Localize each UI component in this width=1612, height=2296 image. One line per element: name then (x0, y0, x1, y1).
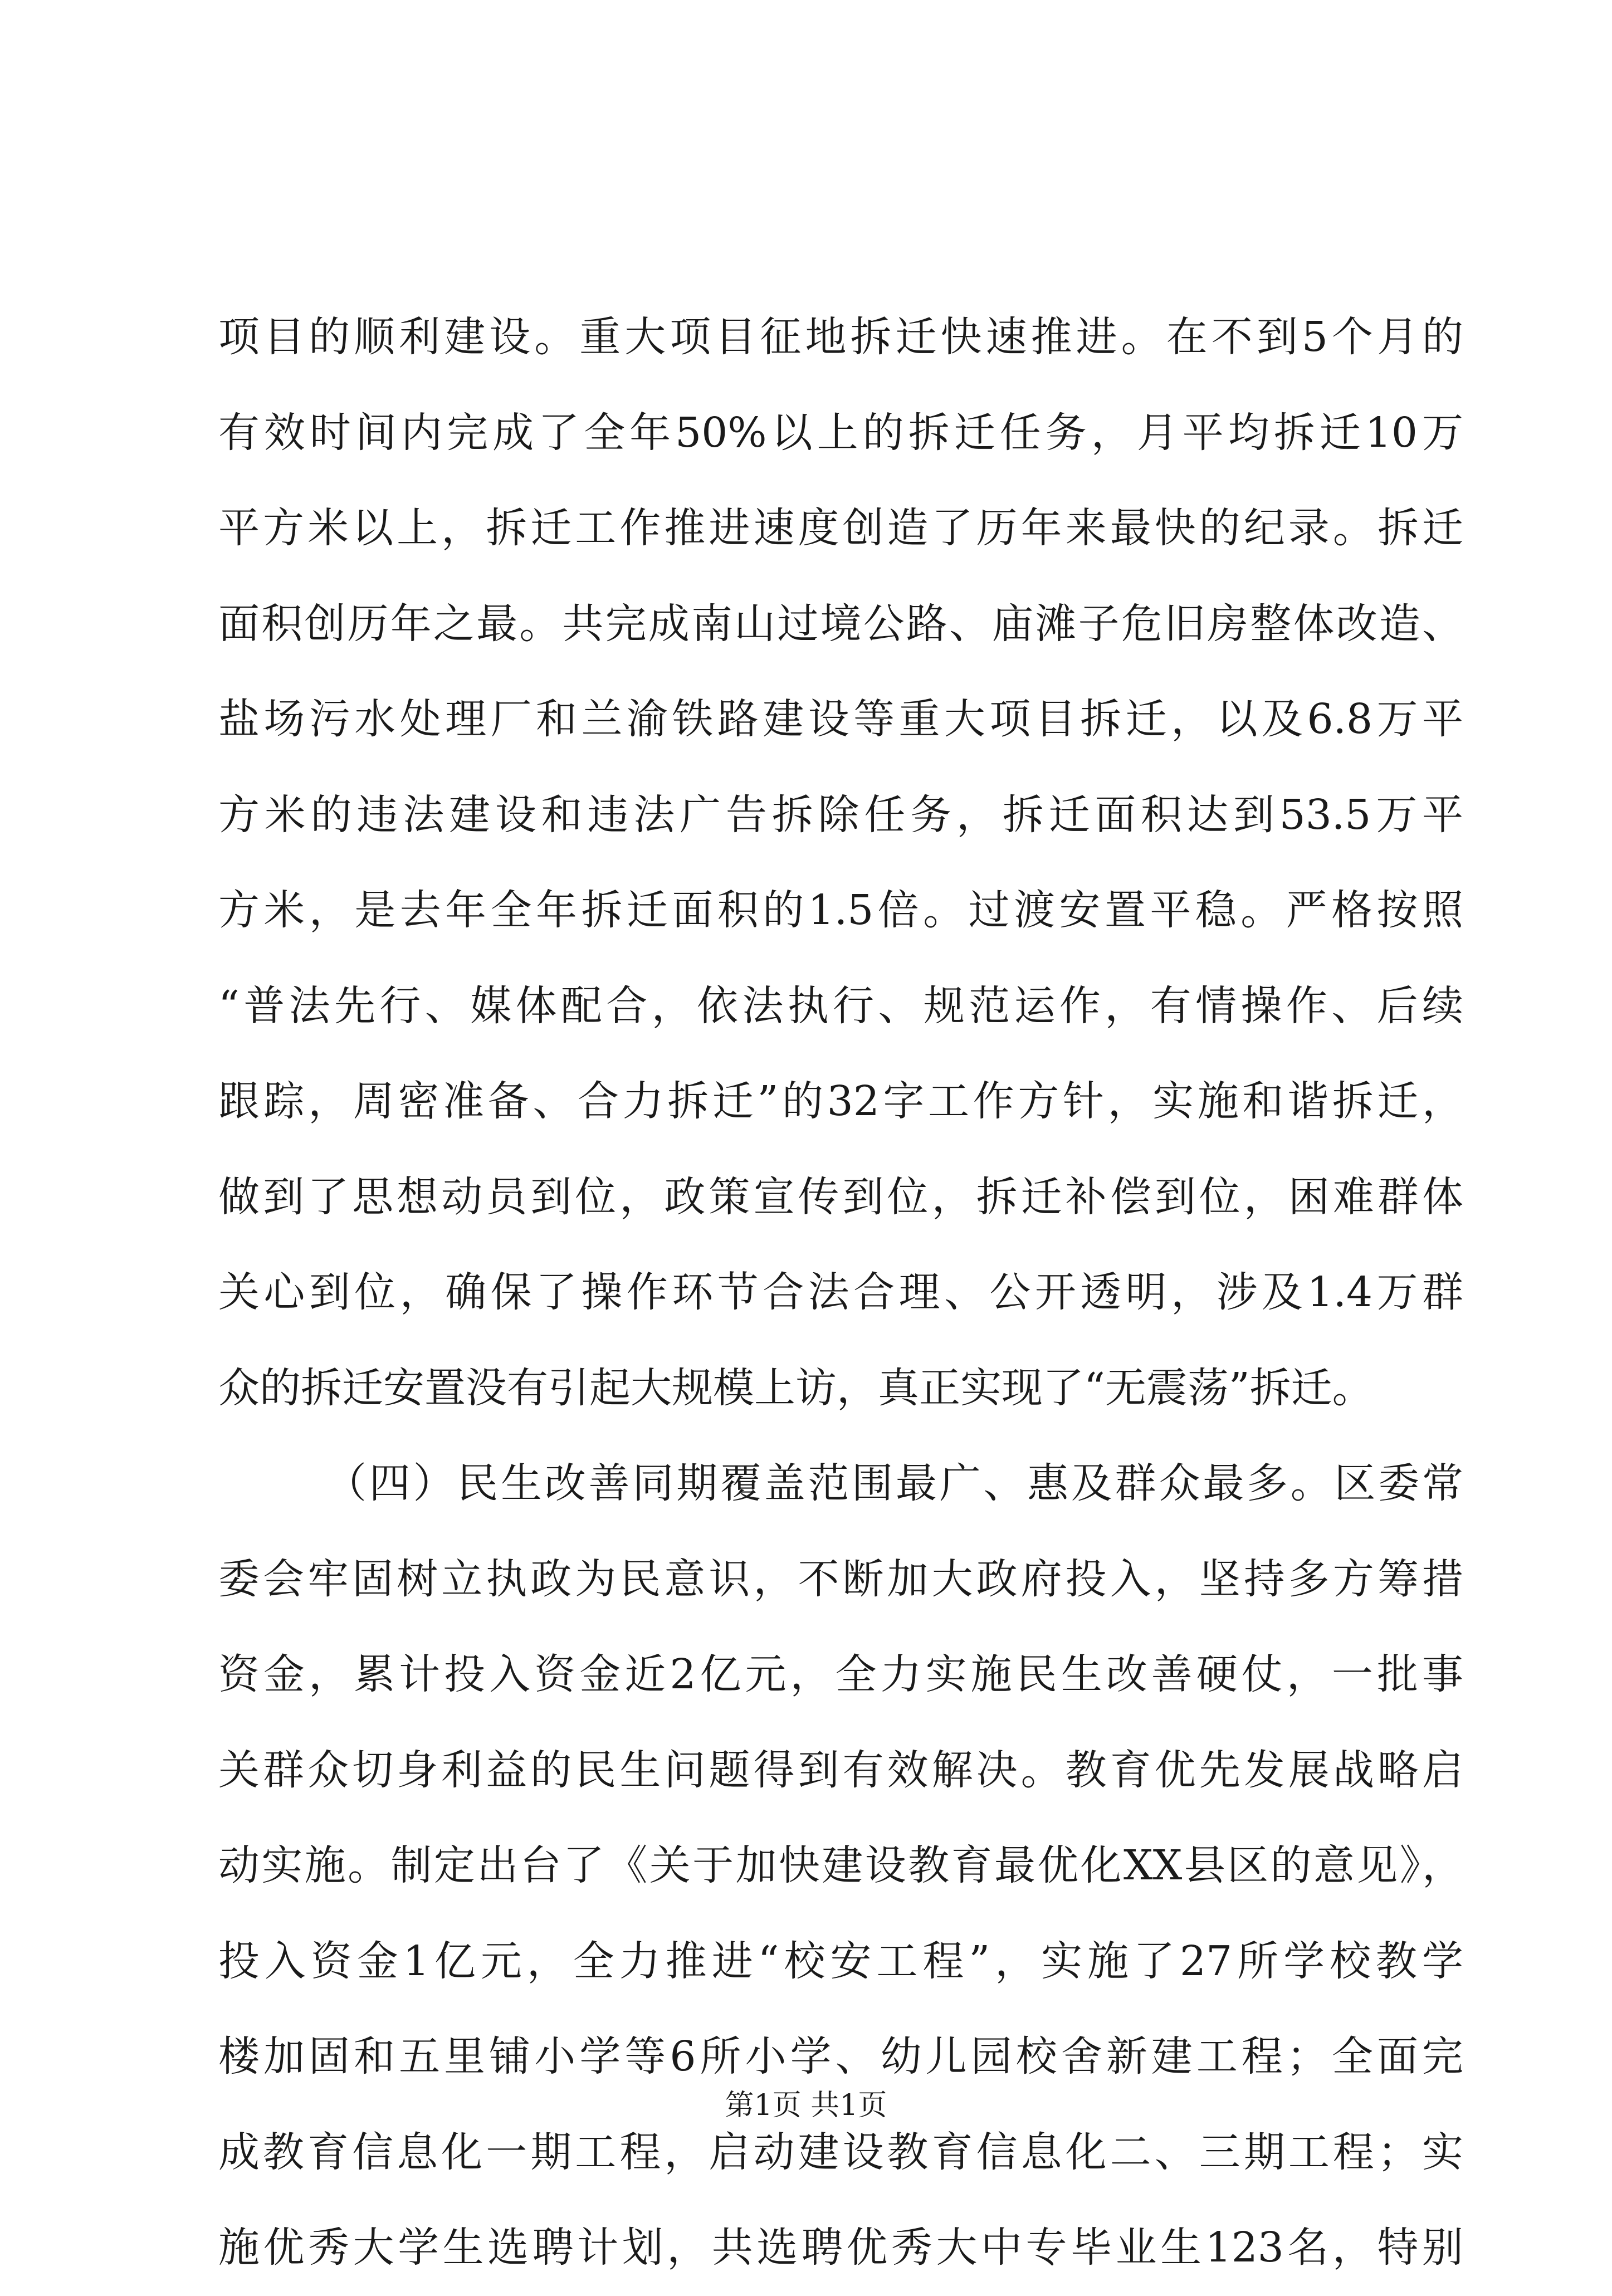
text-line: 有效时间内完成了全年50%以上的拆迁任务，月平均拆迁10万 (218, 408, 1463, 457)
text-line: 众的拆迁安置没有引起大规模上访，真正实现了“无震荡”拆迁。 (218, 1364, 1374, 1412)
text-line: 动实施。制定出台了《关于加快建设教育最优化XX县区的意见》， (218, 1841, 1463, 1889)
text-line: 施优秀大学生选聘计划，共选聘优秀大中专毕业生123名，特别 (218, 2224, 1463, 2271)
text-line: 成教育信息化一期工程，启动建设教育信息化二、三期工程；实 (218, 2128, 1463, 2176)
text-line: 楼加固和五里铺小学等6所小学、幼儿园校舍新建工程；全面完 (218, 2033, 1463, 2080)
text-line: 平方米以上，拆迁工作推进速度创造了历年来最快的纪录。拆迁 (218, 504, 1463, 552)
document-body (218, 290, 1463, 2296)
text-line: 项目的顺利建设。重大项目征地拆迁快速推进。在不到5个月的 (218, 313, 1463, 361)
text-line: 关心到位，确保了操作环节合法合理、公开透明，涉及1.4万群 (218, 1268, 1463, 1316)
text-line: 跟踪，周密准备、合力拆迁”的32字工作方针，实施和谐拆迁， (218, 1077, 1463, 1125)
text-line: 面积创历年之最。共完成南山过境公路、庙滩子危旧房整体改造、 (218, 599, 1463, 648)
text-line: 做到了思想动员到位，政策宣传到位，拆迁补偿到位，困难群体 (218, 1173, 1463, 1221)
text-line: 盐场污水处理厂和兰渝铁路建设等重大项目拆迁，以及6.8万平 (218, 695, 1463, 743)
page-footer (0, 2086, 1612, 2125)
text-line: 方米的违法建设和违法广告拆除任务，拆迁面积达到53.5万平 (218, 790, 1463, 839)
text-line: 关群众切身利益的民生问题得到有效解决。教育优先发展战略启 (218, 1746, 1463, 1794)
text-line: 资金，累计投入资金近2亿元，全力实施民生改善硬仗，一批事 (218, 1650, 1463, 1698)
text-line: 投入资金1亿元，全力推进“校安工程”，实施了27所学校教学 (218, 1937, 1463, 1985)
text-line: 方米，是去年全年拆迁面积的1.5倍。过渡安置平稳。严格按照 (218, 886, 1463, 934)
page-number-label: 第1页 共1页 (725, 2089, 887, 2122)
text-line: 委会牢固树立执政为民意识，不断加大政府投入，坚持多方筹措 (218, 1555, 1463, 1603)
text-line: “普法先行、媒体配合，依法执行、规范运作，有情操作、后续 (218, 981, 1463, 1030)
text-line: （四）民生改善同期覆盖范围最广、惠及群众最多。区委常 (325, 1459, 1463, 1507)
